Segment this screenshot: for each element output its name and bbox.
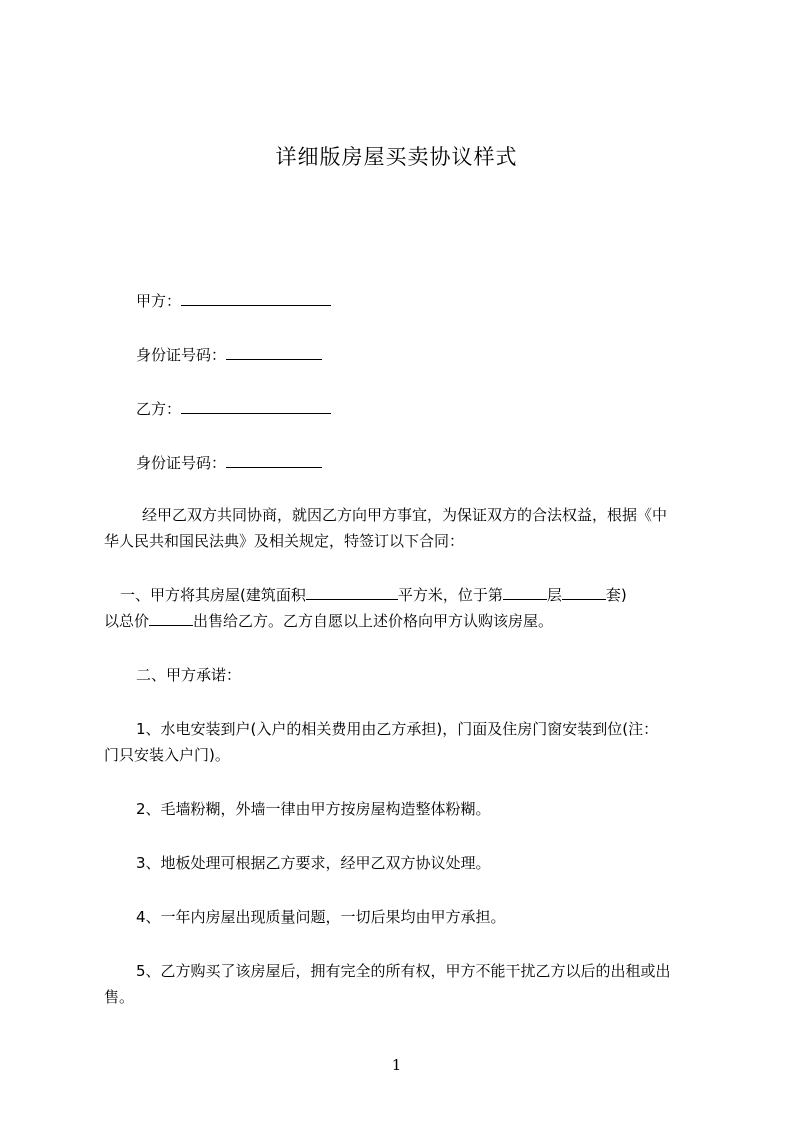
clause-1-part-4: 套) — [605, 586, 627, 604]
party-a-id-label: 身份证号码： — [136, 346, 227, 364]
item-5-line-1: 5、乙方购买了该房屋后，拥有完全的所有权，甲方不能干扰乙方以后的出租或出 — [136, 962, 671, 980]
page-number: 1 — [391, 1056, 402, 1074]
item-5-line-2: 售。 — [104, 988, 135, 1006]
party-a-id-blank — [226, 344, 322, 360]
intro-line-2: 华人民共和国民法典》及相关规定，特签订以下合同： — [104, 532, 465, 550]
party-b-blank — [181, 398, 331, 414]
intro-line-1: 经甲乙双方共同协商，就因乙方向甲方事宜，为保证双方的合法权益，根据《中 — [142, 506, 668, 524]
clause-1-part-1: 一、甲方将其房屋(建筑面积 — [120, 586, 306, 604]
unit-blank — [562, 584, 606, 600]
item-1-line-2: 门只安装入户门)。 — [104, 746, 230, 764]
item-1-line-1: 1、水电安装到户(入户的相关费用由乙方承担)，门面及住房门窗安装到位(注： — [136, 720, 659, 738]
clause-1-part-3: 层 — [546, 586, 562, 604]
clause-2-heading: 二、甲方承诺： — [136, 666, 242, 684]
clause-1-line-2-part-1: 以总价 — [104, 612, 150, 630]
clause-1-part-2: 平方米，位于第 — [397, 586, 503, 604]
document-title: 详细版房屋买卖协议样式 — [275, 145, 518, 169]
party-b-id-label: 身份证号码： — [136, 454, 227, 472]
party-b-id-line — [136, 452, 322, 474]
party-a-label: 甲方： — [136, 292, 182, 310]
area-blank — [306, 584, 398, 600]
party-b-id-blank — [226, 452, 322, 468]
clause-1-line-2-part-2: 出售给乙方。乙方自愿以上述价格向甲方认购该房屋。 — [193, 612, 554, 630]
item-4: 4、一年内房屋出现质量问题，一切后果均由甲方承担。 — [136, 908, 506, 926]
party-a-blank — [181, 290, 331, 306]
item-3: 3、地板处理可根据乙方要求，经甲乙双方协议处理。 — [136, 854, 491, 872]
item-2: 2、毛墙粉糊，外墙一律由甲方按房屋构造整体粉糊。 — [136, 800, 491, 818]
party-b-label: 乙方： — [136, 400, 182, 418]
party-b-line — [136, 398, 331, 420]
party-a-line — [136, 290, 331, 312]
party-a-id-line — [136, 344, 322, 366]
clause-1-line-2 — [104, 610, 553, 632]
clause-1-line-1 — [120, 584, 627, 606]
floor-blank — [503, 584, 547, 600]
price-blank — [149, 610, 193, 626]
